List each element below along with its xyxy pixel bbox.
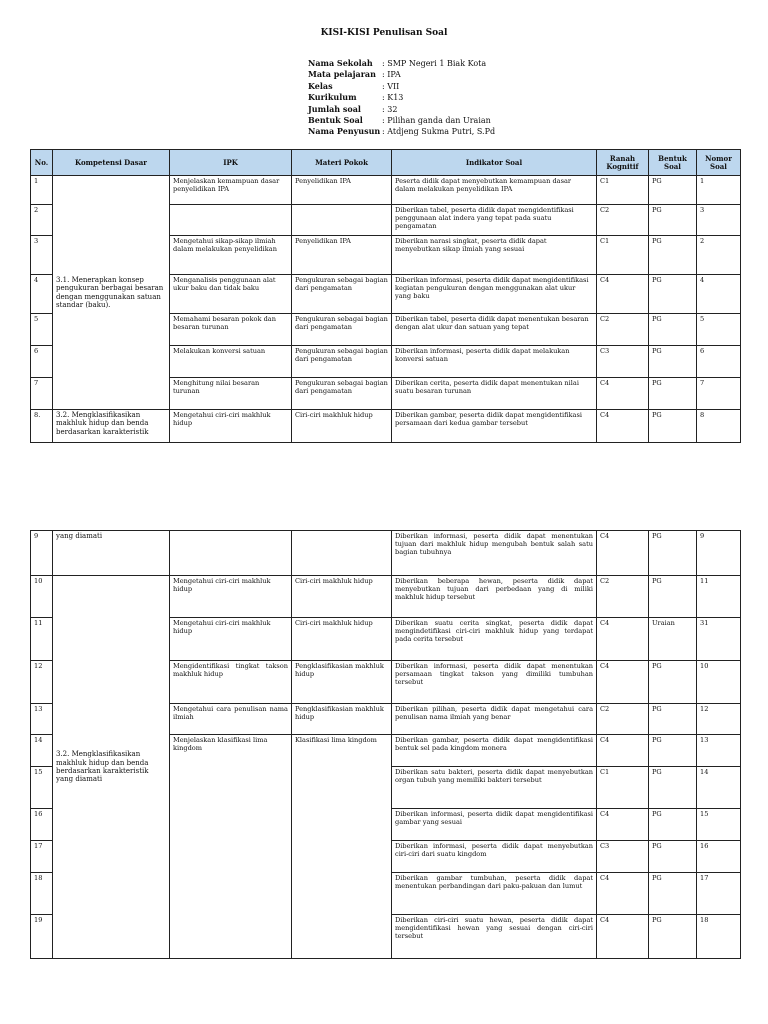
- cell-ranah: C4: [597, 735, 649, 767]
- cell-nomor: 11: [697, 576, 741, 618]
- cell-ipk: [170, 531, 292, 576]
- cell-no: 17: [31, 841, 53, 873]
- cell-nomor: 18: [697, 915, 741, 959]
- cell-no: 14: [31, 735, 53, 767]
- meta-value: : Atdjeng Sukma Putri, S.Pd: [382, 127, 496, 137]
- table-row: [31, 576, 741, 618]
- cell-ranah: C1: [597, 767, 649, 809]
- cell-bentuk: PG: [649, 704, 697, 735]
- cell-nomor: 13: [697, 735, 741, 767]
- cell-bentuk: PG: [649, 205, 697, 236]
- cell-nomor: 31: [697, 618, 741, 661]
- cell-ipk: Mengetahui sikap-sikap ilmiah dalam melakukan penyelidikan: [170, 236, 292, 275]
- meta-row-author: [308, 126, 495, 137]
- cell-nomor: 10: [697, 661, 741, 704]
- meta-value: : SMP Negeri 1 Biak Kota: [382, 59, 487, 68]
- cell-materi: Penyelidikan IPA: [292, 236, 392, 275]
- cell-nomor: 4: [697, 275, 741, 314]
- cell-ipk: Melakukan konversi satuan: [170, 346, 292, 378]
- cell-ipk: Mengetahui cara penulisan nama ilmiah: [170, 704, 292, 735]
- cell-ranah: C4: [597, 410, 649, 443]
- cell-ranah: C4: [597, 809, 649, 841]
- cell-nomor: 8: [697, 410, 741, 443]
- cell-indikator: Diberikan informasi, peserta didik dapat mengidentifikasi gambar yang sesuai: [392, 809, 597, 841]
- cell-materi: Pengklasifikasian makhluk hidup: [292, 704, 392, 735]
- cell-ranah: C3: [597, 841, 649, 873]
- cell-indikator: Diberikan gambar, peserta didik dapat mengidentifikasi bentuk sel pada kingdom monera: [392, 735, 597, 767]
- cell-bentuk: PG: [649, 915, 697, 959]
- meta-key: Kelas: [308, 80, 333, 91]
- document-title: KISI-KISI Penulisan Soal: [320, 28, 448, 38]
- header-nomor-soal: Nomor Soal: [697, 150, 741, 176]
- cell-no: 18: [31, 873, 53, 915]
- meta-key: Mata pelajaran: [308, 69, 376, 80]
- cell-materi: Pengukuran sebagai bagian dari pengamatan: [292, 314, 392, 346]
- cell-no: 1: [31, 176, 53, 205]
- meta-row-question-type: [308, 115, 495, 126]
- cell-indikator: Diberikan informasi, peserta didik dapat menentukan tujuan dari makhluk hidup mengubah bentuk salah satu bagian tubuhnya: [392, 531, 597, 576]
- meta-key: Jumlah soal: [308, 103, 361, 114]
- cell-kompetensi-dasar: 3.2. Mengklasifikasikan makhluk hidup dan benda berdasarkan karakteristik: [53, 410, 170, 443]
- meta-row-class: [308, 81, 495, 92]
- cell-materi: Pengukuran sebagai bagian dari pengamatan: [292, 346, 392, 378]
- cell-nomor: 16: [697, 841, 741, 873]
- cell-ipk: Menjelaskan kemampuan dasar penyelidikan IPA: [170, 176, 292, 205]
- meta-value: : K13: [382, 93, 404, 103]
- header-ranah-kognitif: Ranah Kognitif: [597, 150, 649, 176]
- cell-bentuk: PG: [649, 531, 697, 576]
- cell-materi: Ciri-ciri makhluk hidup: [292, 618, 392, 661]
- meta-key: Kurikulum: [308, 92, 357, 103]
- cell-ranah: C4: [597, 873, 649, 915]
- cell-indikator: Diberikan informasi, peserta didik dapat menentukan persamaan tingkat takson yang dimiliki tumbuhan tersebut: [392, 661, 597, 704]
- cell-no: 15: [31, 767, 53, 809]
- cell-materi: Pengukuran sebagai bagian dari pengamatan: [292, 378, 392, 410]
- cell-bentuk: PG: [649, 314, 697, 346]
- cell-bentuk: PG: [649, 767, 697, 809]
- cell-indikator: Diberikan ciri-ciri suatu hewan, peserta didik dapat mengidentifikasi hewan yang sesuai dengan ciri-ciri tersebut: [392, 915, 597, 959]
- cell-bentuk: PG: [649, 735, 697, 767]
- header-kompetensi-dasar: Kompetensi Dasar: [53, 150, 170, 176]
- cell-indikator: Diberikan gambar, peserta didik dapat mengidentifikasi persamaan dari kedua gambar tersebut: [392, 410, 597, 443]
- cell-indikator: Diberikan tabel, peserta didik dapat mengidentifikasi penggunaan alat indera yang tepat pada suatu pengamatan: [392, 205, 597, 236]
- meta-row-subject: [308, 69, 495, 80]
- cell-nomor: 3: [697, 205, 741, 236]
- cell-indikator: Diberikan beberapa hewan, peserta didik dapat menyebutkan tujuan dari perbedaan yang di miliki makhluk hidup tersebut: [392, 576, 597, 618]
- cell-ranah: C2: [597, 576, 649, 618]
- cell-nomor: 6: [697, 346, 741, 378]
- cell-indikator: Diberikan informasi, peserta didik dapat melakukan konversi satuan: [392, 346, 597, 378]
- header-bentuk-soal: Bentuk Soal: [649, 150, 697, 176]
- header-materi-pokok: Materi Pokok: [292, 150, 392, 176]
- cell-bentuk: PG: [649, 873, 697, 915]
- cell-materi: Pengukuran sebagai bagian dari pengamatan: [292, 275, 392, 314]
- cell-nomor: 1: [697, 176, 741, 205]
- cell-no: 10: [31, 576, 53, 618]
- cell-ipk: Menghitung nilai besaran turunan: [170, 378, 292, 410]
- cell-ranah: C4: [597, 275, 649, 314]
- cell-nomor: 12: [697, 704, 741, 735]
- table-row: [31, 531, 741, 576]
- cell-bentuk: PG: [649, 176, 697, 205]
- cell-ipk: [170, 205, 292, 236]
- cell-no: 11: [31, 618, 53, 661]
- cell-ranah: C2: [597, 704, 649, 735]
- cell-ipk: Menganalisis penggunaan alat ukur baku dan tidak baku: [170, 275, 292, 314]
- cell-nomor: 2: [697, 236, 741, 275]
- cell-bentuk: Uraian: [649, 618, 697, 661]
- cell-bentuk: PG: [649, 841, 697, 873]
- meta-row-question-count: [308, 104, 495, 115]
- header-indikator-soal: Indikator Soal: [392, 150, 597, 176]
- cell-ranah: C1: [597, 236, 649, 275]
- cell-no: 2: [31, 205, 53, 236]
- table-header-row: [31, 150, 741, 176]
- header-no: No.: [31, 150, 53, 176]
- cell-bentuk: PG: [649, 809, 697, 841]
- cell-materi: Pengklasifikasian makhluk hidup: [292, 661, 392, 704]
- header-ipk: IPK: [170, 150, 292, 176]
- cell-ipk: Mengetahui ciri-ciri makhluk hidup: [170, 576, 292, 618]
- cell-no: 9: [31, 531, 53, 576]
- cell-ipk: Mengidentifikasi tingkat takson makhluk hidup: [170, 661, 292, 704]
- cell-indikator: Diberikan suatu cerita singkat, peserta didik dapat mengindetifikasi ciri-ciri makhluk hidup yang terdapat pada cerita tersebut: [392, 618, 597, 661]
- cell-kompetensi-dasar: yang diamati: [53, 531, 170, 576]
- cell-no: 8.: [31, 410, 53, 443]
- cell-materi: Ciri-ciri makhluk hidup: [292, 576, 392, 618]
- cell-nomor: 14: [697, 767, 741, 809]
- cell-no: 4: [31, 275, 53, 314]
- cell-no: 12: [31, 661, 53, 704]
- meta-value: : IPA: [382, 70, 401, 80]
- cell-bentuk: PG: [649, 236, 697, 275]
- cell-kompetensi-dasar: 3.2. Mengklasifikasikan makhluk hidup dan benda berdasarkan karakteristik yang diamati: [53, 576, 170, 959]
- cell-materi: [292, 531, 392, 576]
- cell-ranah: C2: [597, 205, 649, 236]
- cell-bentuk: PG: [649, 275, 697, 314]
- cell-ranah: C4: [597, 661, 649, 704]
- cell-indikator: Diberikan tabel, peserta didik dapat menentukan besaran dengan alat ukur dan satuan yang tepat: [392, 314, 597, 346]
- cell-no: 7: [31, 378, 53, 410]
- meta-row-curriculum: [308, 92, 495, 103]
- cell-indikator: Peserta didik dapat menyebutkan kemampuan dasar dalam melakukan penyelidikan IPA: [392, 176, 597, 205]
- meta-key: Nama Penyusun: [308, 126, 381, 137]
- cell-nomor: 7: [697, 378, 741, 410]
- cell-bentuk: PG: [649, 576, 697, 618]
- cell-materi: [292, 205, 392, 236]
- cell-no: 3: [31, 236, 53, 275]
- cell-ipk: Mengetahui ciri-ciri makhluk hidup: [170, 410, 292, 443]
- meta-value: : Pilihan ganda dan Uraian: [382, 116, 491, 126]
- cell-ranah: C1: [597, 176, 649, 205]
- cell-ipk: Mengetahui ciri-ciri makhluk hidup: [170, 618, 292, 661]
- cell-kompetensi-dasar: 3.1. Menerapkan konsep pengukuran berbagai besaran dengan menggunakan satuan standar (baku).: [53, 176, 170, 410]
- cell-indikator: Diberikan pilihan, peserta didik dapat mengetahui cara penulisan nama ilmiah yang benar: [392, 704, 597, 735]
- cell-indikator: Diberikan informasi, peserta didik dapat menyebutkan ciri-ciri dari suatu kingdom: [392, 841, 597, 873]
- kisi-kisi-table-page-2: [30, 530, 741, 959]
- kisi-kisi-table-page-1: [30, 149, 741, 443]
- cell-materi: Klasifikasi lima kingdom: [292, 735, 392, 959]
- cell-no: 16: [31, 809, 53, 841]
- cell-ranah: C4: [597, 531, 649, 576]
- cell-indikator: Diberikan gambar tumbuhan, peserta didik dapat menentukan perbandingan dari paku-pakuan dan lumut: [392, 873, 597, 915]
- cell-indikator: Diberikan informasi, peserta didik dapat mengidentifikasi kegiatan pengukuran dengan menggunakan alat ukur yang baku: [392, 275, 597, 314]
- cell-no: 6: [31, 346, 53, 378]
- cell-ranah: C3: [597, 346, 649, 378]
- cell-materi: Ciri-ciri makhluk hidup: [292, 410, 392, 443]
- cell-ranah: C2: [597, 314, 649, 346]
- cell-nomor: 15: [697, 809, 741, 841]
- cell-ipk: Menjelaskan klasifikasi lima kingdom: [170, 735, 292, 959]
- meta-key: Bentuk Soal: [308, 115, 363, 126]
- cell-indikator: Diberikan satu bakteri, peserta didik dapat menyebutkan organ tubuh yang memiliki bakteri tersebut: [392, 767, 597, 809]
- meta-value: : 32: [382, 104, 398, 114]
- cell-nomor: 9: [697, 531, 741, 576]
- cell-bentuk: PG: [649, 346, 697, 378]
- cell-bentuk: PG: [649, 410, 697, 443]
- cell-nomor: 5: [697, 314, 741, 346]
- cell-bentuk: PG: [649, 661, 697, 704]
- cell-indikator: Diberikan narasi singkat, peserta didik dapat menyebutkan sikap ilmiah yang sesuai: [392, 236, 597, 275]
- meta-key: Nama Sekolah: [308, 58, 373, 68]
- cell-indikator: Diberikan cerita, peserta didik dapat menentukan nilai suatu besaran turunan: [392, 378, 597, 410]
- cell-nomor: 17: [697, 873, 741, 915]
- cell-no: 13: [31, 704, 53, 735]
- cell-ranah: C4: [597, 378, 649, 410]
- cell-no: 19: [31, 915, 53, 959]
- cell-no: 5: [31, 314, 53, 346]
- meta-value: : VII: [382, 81, 400, 91]
- table-row: [31, 410, 741, 443]
- cell-ranah: C4: [597, 915, 649, 959]
- cell-materi: Penyelidikan IPA: [292, 176, 392, 205]
- table-row: [31, 176, 741, 205]
- cell-bentuk: PG: [649, 378, 697, 410]
- meta-row-school: [308, 58, 495, 69]
- document-metadata: [308, 58, 495, 138]
- cell-ipk: Memahami besaran pokok dan besaran turunan: [170, 314, 292, 346]
- cell-ranah: C4: [597, 618, 649, 661]
